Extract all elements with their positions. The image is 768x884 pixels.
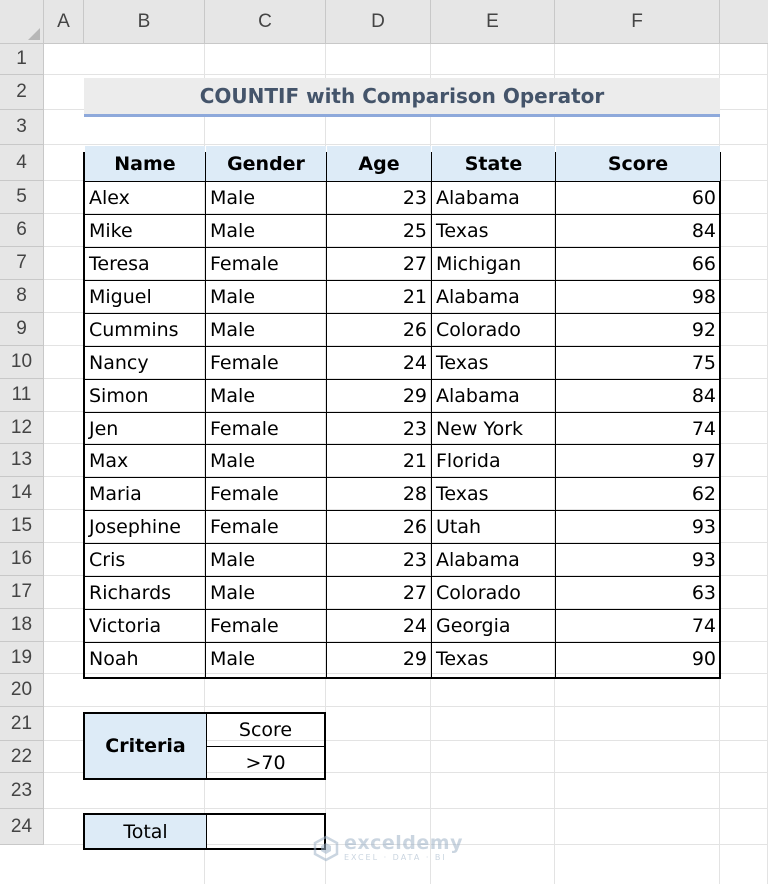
table-cell-name[interactable]: Alex	[89, 187, 130, 209]
select-all-corner[interactable]	[0, 0, 44, 44]
table-divider-vertical	[326, 154, 327, 677]
watermark-tagline: EXCEL · DATA · BI	[344, 853, 447, 862]
row-header-16[interactable]: 16	[0, 543, 44, 576]
table-cell-score[interactable]: 84	[691, 385, 716, 407]
table-cell-age[interactable]: 23	[402, 549, 427, 571]
table-cell-age[interactable]: 27	[402, 582, 427, 604]
table-cell-age[interactable]: 29	[402, 385, 427, 407]
table-cell-gender[interactable]: Male	[210, 286, 256, 308]
table-cell-state[interactable]: Alabama	[436, 187, 520, 209]
row-header-6[interactable]: 6	[0, 214, 44, 247]
table-cell-name[interactable]: Miguel	[89, 286, 152, 308]
table-cell-score[interactable]: 97	[691, 450, 716, 472]
table-cell-age[interactable]: 26	[402, 516, 427, 538]
table-cell-gender[interactable]: Male	[210, 220, 256, 242]
total-label[interactable]: Total	[85, 815, 206, 848]
row-header-14[interactable]: 14	[0, 477, 44, 510]
column-header-a[interactable]: A	[44, 0, 84, 44]
table-cell-age[interactable]: 23	[402, 417, 427, 440]
table-divider-horizontal	[85, 412, 719, 413]
table-cell-age[interactable]: 23	[402, 187, 427, 209]
table-cell-age[interactable]: 28	[402, 483, 427, 505]
table-cell-gender[interactable]: Female	[210, 516, 279, 538]
table-cell-gender[interactable]: Female	[210, 253, 279, 275]
criteria-table	[83, 712, 326, 780]
table-cell-gender[interactable]: Female	[210, 352, 279, 374]
row-header-3[interactable]: 3	[0, 110, 44, 145]
row-header-15[interactable]: 15	[0, 510, 44, 543]
exceldemy-watermark	[312, 834, 463, 862]
table-cell-score[interactable]: 90	[691, 647, 716, 670]
watermark-name: exceldemy	[344, 832, 463, 854]
table-divider-horizontal	[85, 642, 719, 643]
sheet-title[interactable]: COUNTIF with Comparison Operator	[84, 78, 720, 117]
table-cell-score[interactable]: 62	[691, 483, 716, 505]
row-header-9[interactable]: 9	[0, 313, 44, 346]
table-cell-score[interactable]: 75	[691, 352, 716, 374]
table-cell-name[interactable]: Simon	[89, 385, 149, 407]
row-header-4[interactable]: 4	[0, 145, 44, 181]
table-cell-name[interactable]: Noah	[89, 647, 139, 670]
table-cell-state[interactable]: Alabama	[436, 385, 520, 407]
table-cell-age[interactable]: 21	[402, 286, 427, 308]
table-cell-score[interactable]: 93	[691, 516, 716, 538]
table-cell-gender[interactable]: Male	[210, 319, 256, 341]
table-cell-score[interactable]: 66	[691, 253, 716, 275]
table-cell-gender[interactable]: Female	[210, 417, 279, 440]
row-header-5[interactable]: 5	[0, 181, 44, 214]
row-header-10[interactable]: 10	[0, 346, 44, 379]
data-table	[83, 152, 721, 679]
table-divider-horizontal	[85, 181, 719, 182]
table-cell-state[interactable]: Florida	[436, 450, 501, 472]
table-divider-horizontal	[85, 444, 719, 445]
row-header-1[interactable]: 1	[0, 44, 44, 75]
table-divider-horizontal	[85, 510, 719, 511]
table-divider-vertical	[555, 154, 556, 677]
table-divider-vertical	[431, 154, 432, 677]
column-header-next[interactable]	[720, 0, 768, 44]
column-header-b[interactable]: B	[84, 0, 205, 44]
table-cell-gender[interactable]: Male	[210, 549, 256, 571]
table-cell-gender[interactable]: Male	[210, 187, 256, 209]
column-header-e[interactable]: E	[431, 0, 555, 44]
gridline-horizontal	[44, 706, 768, 707]
table-cell-age[interactable]: 21	[402, 450, 427, 472]
row-header-23[interactable]: 23	[0, 773, 44, 809]
column-header-age[interactable]: Age	[327, 146, 431, 181]
table-cell-name[interactable]: Teresa	[89, 253, 150, 275]
row-header-11[interactable]: 11	[0, 379, 44, 412]
column-header-score[interactable]: Score	[556, 146, 720, 181]
row-header-8[interactable]: 8	[0, 280, 44, 313]
table-cell-state[interactable]: Michigan	[436, 253, 522, 275]
row-header-17[interactable]: 17	[0, 576, 44, 609]
table-cell-gender[interactable]: Male	[210, 385, 256, 407]
table-cell-age[interactable]: 29	[402, 647, 427, 670]
table-cell-score[interactable]: 74	[691, 615, 716, 637]
table-divider-horizontal	[85, 543, 719, 544]
table-cell-name[interactable]: Josephine	[89, 516, 181, 538]
total-table	[83, 813, 326, 850]
gridline-horizontal	[44, 74, 768, 75]
table-cell-state[interactable]: Utah	[436, 516, 482, 538]
table-cell-state[interactable]: Texas	[436, 647, 489, 670]
table-cell-name[interactable]: Nancy	[89, 352, 149, 374]
table-cell-name[interactable]: Cummins	[89, 319, 179, 341]
gridline-horizontal	[44, 808, 768, 809]
row-header-13[interactable]: 13	[0, 444, 44, 477]
table-divider-horizontal	[85, 214, 719, 215]
total-value[interactable]	[207, 815, 324, 848]
table-divider-horizontal	[85, 247, 719, 248]
table-cell-state[interactable]: New York	[436, 417, 524, 440]
table-cell-age[interactable]: 26	[402, 319, 427, 341]
table-cell-state[interactable]: Texas	[436, 220, 489, 242]
table-divider-horizontal	[85, 477, 719, 478]
table-cell-score[interactable]: 74	[691, 417, 716, 440]
criteria-field[interactable]: Score	[238, 719, 293, 741]
table-cell-gender[interactable]: Male	[210, 582, 256, 604]
row-header-20[interactable]: 20	[0, 674, 44, 707]
select-all-triangle-icon	[28, 28, 40, 40]
gridline-horizontal	[44, 144, 768, 145]
table-cell-state[interactable]: Texas	[436, 352, 489, 374]
row-header-19[interactable]: 19	[0, 642, 44, 674]
table-cell-state[interactable]: Colorado	[436, 582, 521, 604]
table-cell-gender[interactable]: Female	[210, 483, 279, 505]
table-divider-horizontal	[85, 576, 719, 577]
row-header-18[interactable]: 18	[0, 609, 44, 642]
table-divider-vertical	[205, 154, 206, 677]
table-cell-name[interactable]: Mike	[89, 220, 133, 242]
table-divider-horizontal	[85, 313, 719, 314]
table-cell-score[interactable]: 84	[691, 220, 716, 242]
table-cell-name[interactable]: Max	[89, 450, 129, 472]
table-cell-age[interactable]: 25	[402, 220, 427, 242]
table-cell-name[interactable]: Richards	[89, 582, 172, 604]
table-cell-age[interactable]: 27	[402, 253, 427, 275]
table-cell-name[interactable]: Maria	[89, 483, 142, 505]
row-header-21[interactable]: 21	[0, 707, 44, 741]
column-header-f[interactable]: F	[555, 0, 720, 44]
table-cell-state[interactable]: Georgia	[436, 615, 511, 637]
table-cell-age[interactable]: 24	[402, 615, 427, 637]
table-cell-state[interactable]: Alabama	[436, 549, 520, 571]
column-header-gender[interactable]: Gender	[206, 146, 326, 181]
column-header-state[interactable]: State	[432, 146, 555, 181]
table-cell-gender[interactable]: Male	[210, 647, 256, 670]
table-cell-score[interactable]: 93	[691, 549, 716, 571]
table-cell-gender[interactable]: Male	[210, 450, 256, 472]
row-header-24[interactable]: 24	[0, 809, 44, 845]
criteria-label[interactable]: Criteria	[85, 714, 206, 778]
table-cell-name[interactable]: Jen	[89, 417, 119, 440]
table-cell-state[interactable]: Alabama	[436, 286, 520, 308]
table-cell-score[interactable]: 63	[691, 582, 716, 604]
column-header-d[interactable]: D	[326, 0, 431, 44]
table-divider-horizontal	[85, 609, 719, 610]
column-header-c[interactable]: C	[205, 0, 326, 44]
table-cell-age[interactable]: 24	[402, 352, 427, 374]
row-header-12[interactable]: 12	[0, 412, 44, 444]
table-cell-score[interactable]: 92	[691, 319, 716, 341]
table-divider-horizontal	[85, 280, 719, 281]
table-cell-gender[interactable]: Female	[210, 615, 279, 637]
table-cell-name[interactable]: Cris	[89, 549, 126, 571]
table-cell-score[interactable]: 60	[691, 187, 716, 209]
table-cell-name[interactable]: Victoria	[89, 615, 162, 637]
table-cell-state[interactable]: Colorado	[436, 319, 521, 341]
table-divider-horizontal	[85, 379, 719, 380]
table-divider-horizontal	[85, 346, 719, 347]
exceldemy-logo-icon	[312, 834, 340, 862]
table-cell-state[interactable]: Texas	[436, 483, 489, 505]
row-header-2[interactable]: 2	[0, 75, 44, 110]
table-cell-score[interactable]: 98	[691, 286, 716, 308]
column-header-name[interactable]: Name	[85, 146, 205, 181]
row-header-7[interactable]: 7	[0, 247, 44, 280]
criteria-value[interactable]: >70	[245, 751, 286, 774]
row-header-22[interactable]: 22	[0, 741, 44, 773]
